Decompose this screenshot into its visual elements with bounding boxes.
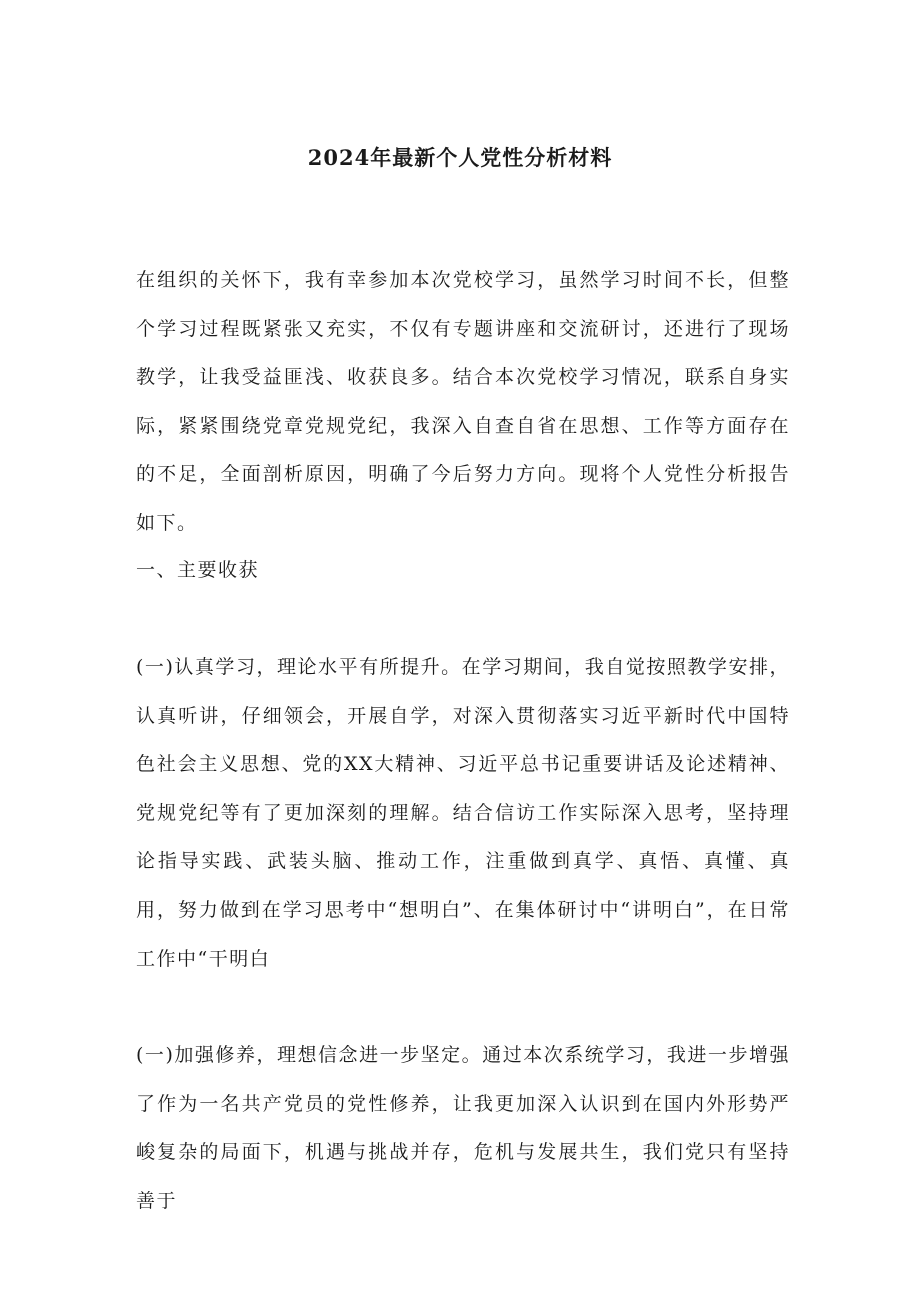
intro-paragraph: 在组织的关怀下，我有幸参加本次党校学习，虽然学习时间不长，但整个学习过程既紧张又充实，不仅有专题讲座和交流研讨，还进行了现场教学，让我受益匪浅、收获良多。结合本次党校学习情况，联系自身实际，紧紧围绕党章党规党纪，我深入自查自省在思想、工作等方面存在的不足，全面剖析原因，明确了今后努力方向。现将个人党性分析报告如下。 xyxy=(136,269,790,534)
paragraph-item-2: (一)加强修养，理想信念进一步坚定。通过本次系统学习，我进一步增强了作为一名共产党员的党性修养，让我更加深入认识到在国内外形势严峻复杂的局面下，机遇与挑战并存，危机与发展共生，我们党只有坚持善于 xyxy=(136,1044,790,1212)
document-title: 2024年最新个人党性分析材料 xyxy=(307,145,613,170)
section-heading: 一、主要收获 xyxy=(136,559,260,581)
paragraph-item-1: (一)认真学习，理论水平有所提升。在学习期间，我自觉按照教学安排，认真听讲，仔细领会，开展自学，对深入贯彻落实习近平新时代中国特色社会主义思想、党的XX大精神、习近平总书记重要讲话及论述精神、党规党纪等有了更加深刻的理解。结合信访工作实际深入思考，坚持理论指导实践、武装头脑、推动工作，注重做到真学、真悟、真懂、真用，努力做到在学习思考中“想明白”、在集体研讨中“讲明白”，在日常工作中“干明白 xyxy=(136,656,790,970)
